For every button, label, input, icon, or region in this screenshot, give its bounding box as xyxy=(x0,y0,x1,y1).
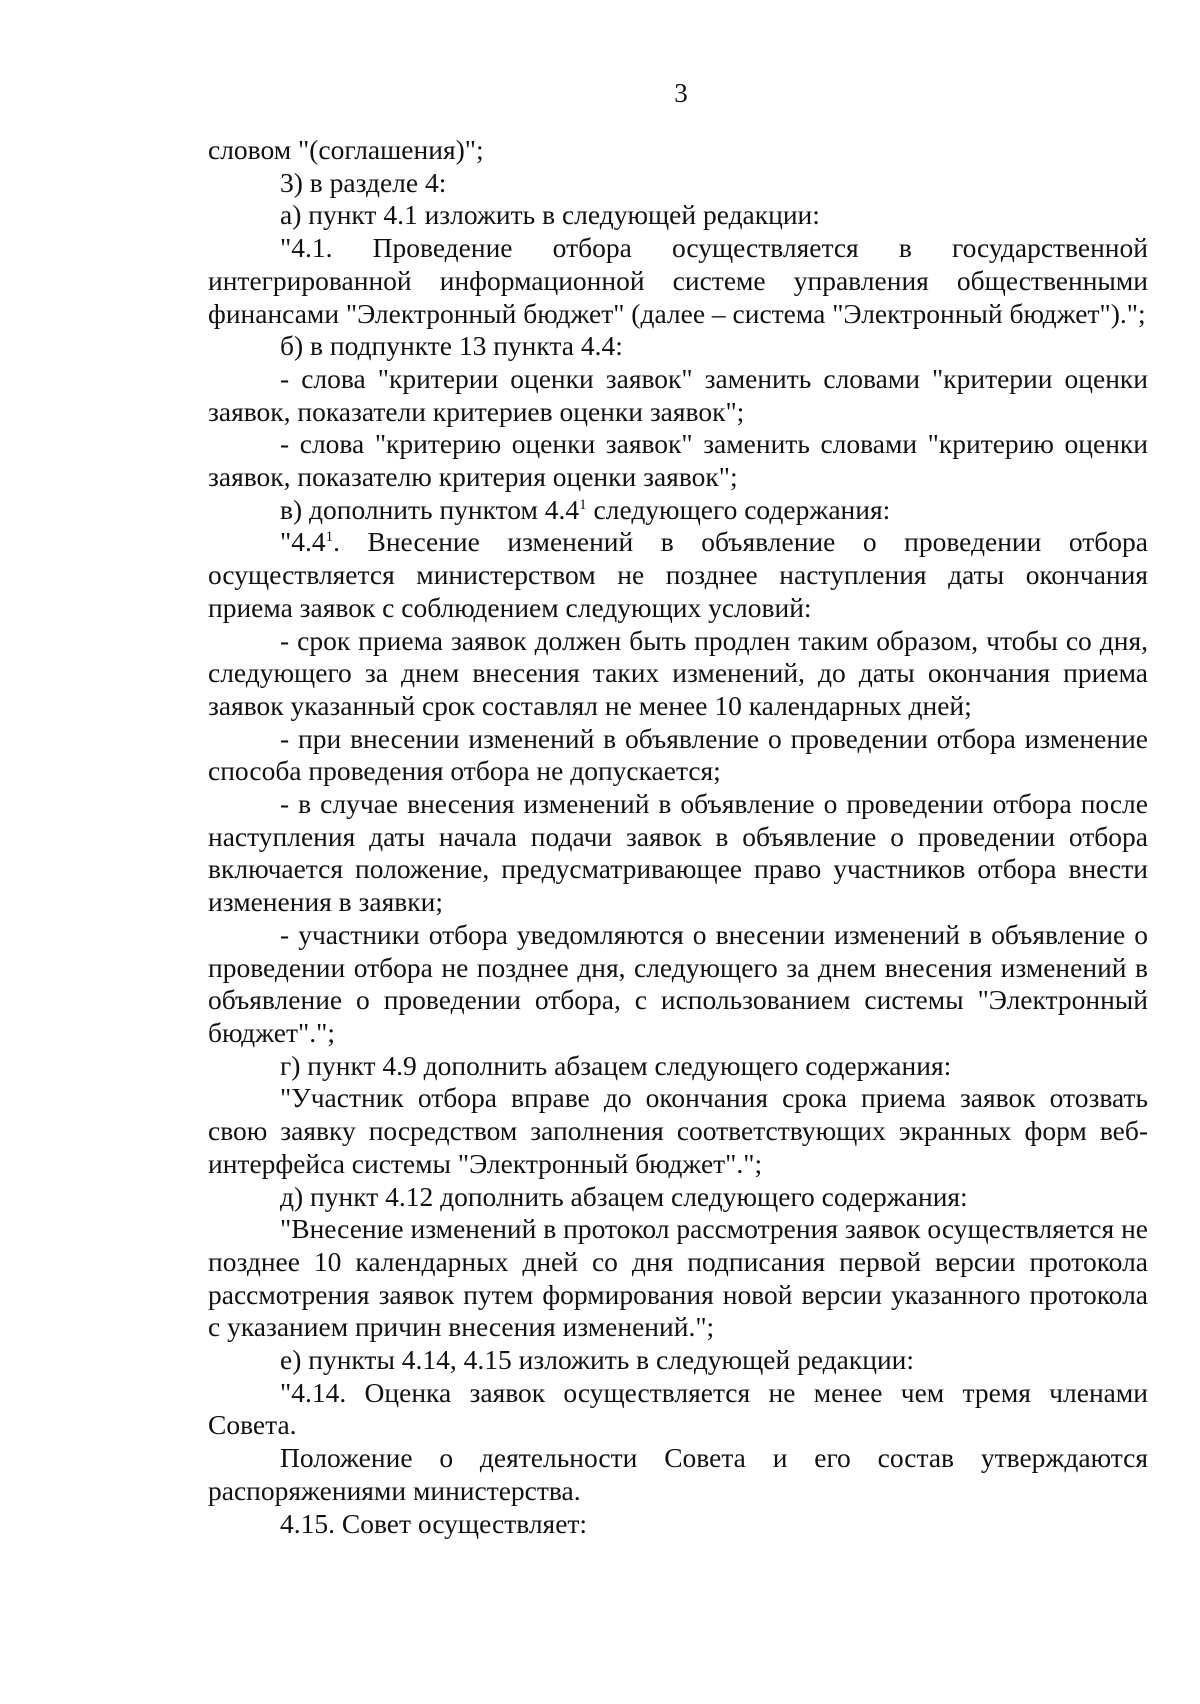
paragraph-text: в) дополнить пунктом 4.4 xyxy=(280,493,580,525)
paragraph: - участники отбора уведомляются о внесении изменений в объявление о проведении отбора не позднее дня, следующего за днем внесения изменений в объявление о проведении отбора, с использованием системы "Электронный бюджет"."; xyxy=(208,918,1148,1048)
paragraph: б) в подпункте 13 пункта 4.4: xyxy=(280,330,623,362)
page-number: 3 xyxy=(674,78,688,108)
paragraph-text: "4.4 xyxy=(280,526,326,558)
paragraph-text: . Внесение изменений в объявление о проведении отбора осуществляется министерством не позднее наступления даты окончания приема заявок с соблюдением следующих условий: xyxy=(208,526,1148,623)
paragraph: "4.1. Проведение отбора осуществляется в государственной интегрированной информационной системе управления общественными финансами "Электронный бюджет" (далее – система "Электронный бюджет")."; xyxy=(208,232,1148,329)
paragraph: - при внесении изменений в объявление о проведении отбора изменение способа проведения отбора не допускается; xyxy=(208,722,1148,787)
paragraph-text: следующего содержания: xyxy=(586,493,891,525)
paragraph: - слова "критерию оценки заявок" заменить словами "критерию оценки заявок, показателю критерия оценки заявок"; xyxy=(208,428,1148,493)
superscript: 1 xyxy=(325,529,334,546)
paragraph: д) пункт 4.12 дополнить абзацем следующего содержания: xyxy=(280,1180,968,1212)
paragraph: "Внесение изменений в протокол рассмотрения заявок осуществляется не позднее 10 календарных дней со дня подписания первой версии протокола рассмотрения заявок путем формирования новой версии указанного протокола с указанием причин внесения изменений."; xyxy=(208,1213,1148,1343)
document-body xyxy=(208,134,1148,1540)
paragraph xyxy=(208,526,1148,624)
paragraph: Положение о деятельности Совета и его состав утверждаются распоряжениями министерства. xyxy=(208,1442,1148,1506)
paragraph: 3) в разделе 4: xyxy=(280,166,447,198)
paragraph: - слова "критерии оценки заявок" заменить словами "критерии оценки заявок, показатели критериев оценки заявок"; xyxy=(208,362,1148,427)
superscript: 1 xyxy=(579,496,587,513)
paragraph: "Участник отбора вправе до окончания срока приема заявок отозвать свою заявку посредством заполнения соответствующих экранных форм веб-интерфейса системы "Электронный бюджет"."; xyxy=(208,1082,1148,1179)
paragraph: г) пункт 4.9 дополнить абзацем следующего содержания: xyxy=(280,1049,952,1081)
paragraph: "4.14. Оценка заявок осуществляется не менее чем тремя членами Совета. xyxy=(208,1376,1148,1441)
paragraph: а) пункт 4.1 изложить в следующей редакции: xyxy=(280,199,820,231)
paragraph: - в случае внесения изменений в объявление о проведении отбора после наступления даты начала подачи заявок в объявление о проведении отбора включается положение, предусматривающее право участников отбора внести изменения в заявки; xyxy=(208,788,1148,918)
paragraph xyxy=(208,494,1148,527)
paragraph: е) пункты 4.14, 4.15 изложить в следующей редакции: xyxy=(280,1344,915,1376)
paragraph: - срок приема заявок должен быть продлен таким образом, чтобы со дня, следующего за днем внесения таких изменений, до даты окончания приема заявок указанный срок составлял не менее 10 календарных дней; xyxy=(208,624,1148,721)
paragraph: словом "(соглашения)"; xyxy=(208,134,484,165)
paragraph: 4.15. Совет осуществляет: xyxy=(280,1507,588,1539)
